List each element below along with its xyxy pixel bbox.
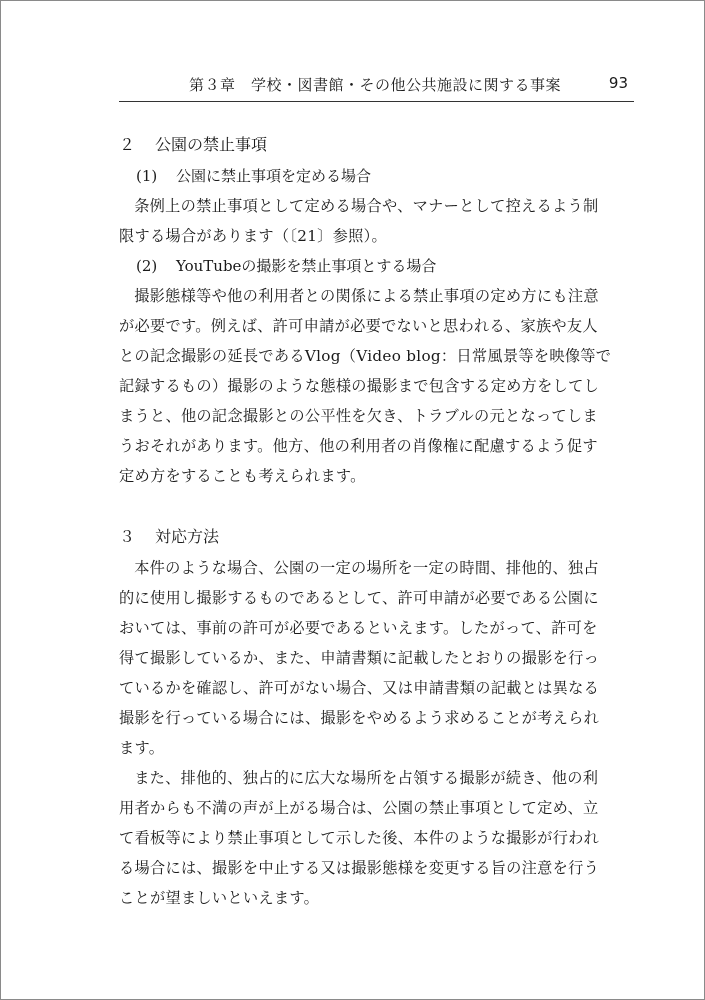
- text-line: まうと、他の記念撮影との公平性を欠き、トラブルの元となってしま: [119, 407, 598, 425]
- text-line: ことが望ましいといえます。: [119, 889, 320, 907]
- text-line: また、排他的、独占的に広大な場所を占領する撮影が続き、他の利: [134, 769, 599, 787]
- section-heading-2: [119, 129, 639, 161]
- main-content: [119, 129, 639, 913]
- section-title: 対応方法: [155, 527, 220, 546]
- text-line: が必要です。例えば、許可申請が必要でないと思われる、家族や友人: [119, 317, 598, 335]
- paragraph: [119, 553, 639, 763]
- subsection-title: YouTubeの撮影を禁止事項とする場合: [176, 257, 437, 275]
- text-line: 限する場合があります（〔21〕参照）。: [119, 227, 388, 245]
- subsection-number: (1): [136, 167, 158, 185]
- text-line: 得て撮影しているか、また、申請書類に記載したとおりの撮影を行っ: [119, 649, 600, 667]
- page-number: 93: [608, 74, 628, 92]
- section-number: ２: [119, 135, 136, 154]
- text-line: うおそれがあります。他方、他の利用者の肖像権に配慮するよう促す: [119, 437, 598, 455]
- paragraph: [119, 763, 639, 913]
- subsection-heading-1: [119, 161, 639, 191]
- text-line: 定め方をすることも考えられます。: [119, 467, 366, 485]
- text-line: 的に使用し撮影するものであるとして、許可申請が必要である公園に: [119, 589, 599, 607]
- text-line: との記念撮影の延長であるVlog（Video blog：日常風景等を映像等で: [119, 347, 612, 365]
- text-line: 条例上の禁止事項として定める場合や、マナーとして控えるよう制: [134, 197, 599, 215]
- chapter-title: 第３章 学校・図書館・その他公共施設に関する事案: [189, 76, 562, 94]
- text-line: ます。: [119, 739, 165, 757]
- text-line: 撮影を行っている場合には、撮影をやめるよう求めることが考えられ: [119, 709, 600, 727]
- subsection-number: (2): [136, 257, 158, 275]
- section-heading-3: [119, 521, 639, 553]
- section-number: ３: [119, 527, 136, 546]
- paragraph: [119, 281, 639, 491]
- text-line: 撮影態様等や他の利用者との関係による禁止事項の定め方にも注意: [134, 287, 599, 305]
- subsection-heading-2: [119, 251, 639, 281]
- section-title: 公園の禁止事項: [155, 135, 268, 154]
- text-line: 用者からも不満の声が上がる場合は、公園の禁止事項として定め、立: [119, 799, 599, 817]
- text-line: 本件のような場合、公園の一定の場所を一定の時間、排他的、独占: [134, 559, 599, 577]
- text-line: る場合には、撮影を中止する又は撮影態様を変更する旨の注意を行う: [119, 859, 600, 877]
- subsection-title: 公園に禁止事項を定める場合: [176, 167, 372, 185]
- section-spacer: [119, 491, 639, 521]
- text-line: て看板等により禁止事項として示した後、本件のような撮影が行われ: [119, 829, 600, 847]
- running-header: [119, 71, 634, 102]
- text-line: 記録するもの）撮影のような態様の撮影まで包含する定め方をしてし: [119, 377, 600, 395]
- text-line: おいては、事前の許可が必要であるといえます。したがって、許可を: [119, 619, 598, 637]
- paragraph: [119, 191, 639, 251]
- text-line: ているかを確認し、許可がない場合、又は申請書類の記載とは異なる: [119, 679, 600, 697]
